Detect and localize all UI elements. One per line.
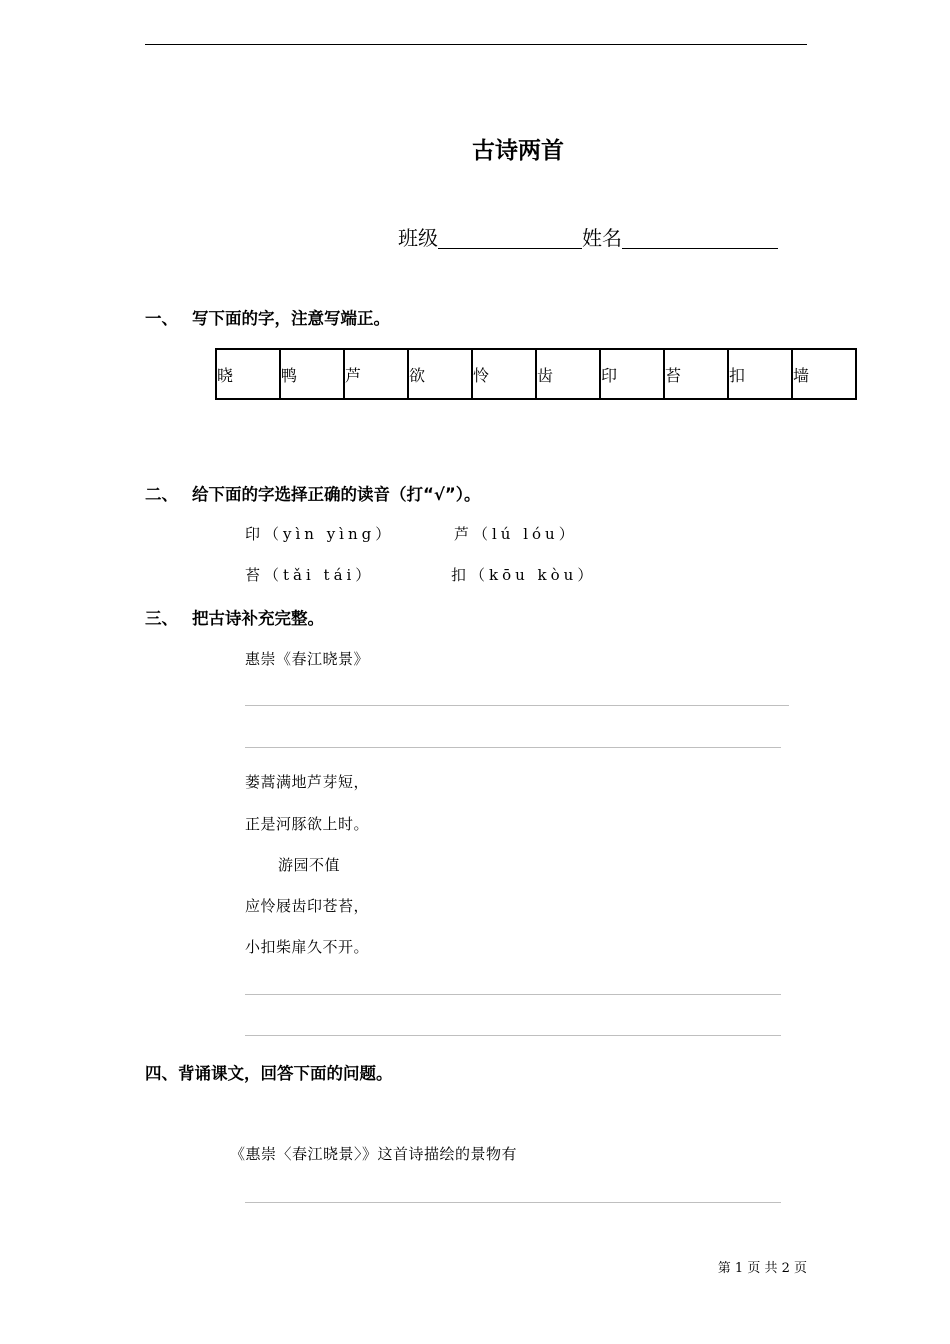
char-cell[interactable]: 墙 [792,349,856,399]
section-1-number: 一、 [145,309,178,328]
char-cell[interactable]: 晓 [216,349,280,399]
section-1-heading [145,305,390,329]
section-2-text: 给下面的字选择正确的读音（打“√”）。 [192,485,481,504]
answer-line[interactable] [245,705,789,706]
char-cell[interactable]: 印 [600,349,664,399]
pinyin-item[interactable]: 印（yìn yìng） [245,525,395,543]
pinyin-item[interactable]: 芦（lú lóu） [454,525,578,543]
answer-line[interactable] [245,1035,781,1036]
class-name-line [398,222,778,251]
char-cell[interactable]: 齿 [536,349,600,399]
poem-1-line: 正是河豚欲上时。 [245,815,370,833]
char-cell[interactable]: 扣 [728,349,792,399]
name-label: 姓名 [582,226,622,250]
char-cell[interactable]: 芦 [344,349,408,399]
section-3-text: 把古诗补充完整。 [192,609,324,628]
section-3-heading [145,605,324,629]
character-practice-table [215,348,857,400]
section-4-heading: 四、背诵课文，回答下面的问题。 [145,1064,393,1083]
poem-1-heading: 惠崇《春江晓景》 [245,650,370,668]
poem-1-line: 蒌蒿满地芦芽短， [245,773,370,791]
poem-2-line: 应怜屐齿印苍苔， [245,897,370,915]
poem-2-heading: 游园不值 [278,856,341,874]
char-cell[interactable]: 欲 [408,349,472,399]
answer-line[interactable] [245,747,781,748]
section-2-heading [145,481,480,505]
class-label: 班级 [398,226,438,250]
pinyin-item[interactable]: 扣（kōu kòu） [451,566,597,584]
class-blank[interactable] [438,226,582,249]
name-blank[interactable] [622,226,778,249]
section-2-number: 二、 [145,485,178,504]
answer-line[interactable] [245,1202,781,1203]
char-cell[interactable]: 怜 [472,349,536,399]
section-3-number: 三、 [145,609,178,628]
pinyin-item[interactable]: 苔（tǎi tái） [245,566,375,584]
section-1-text: 写下面的字，注意写端正。 [192,309,390,328]
page-title: 古诗两首 [472,138,564,164]
poem-2-line: 小扣柴扉久不开。 [245,938,370,956]
header-rule [145,44,807,45]
question-text: 《惠崇〈春江晓景〉》这首诗描绘的景物有 [230,1145,518,1163]
char-cell[interactable]: 苔 [664,349,728,399]
page-footer: 第 1 页 共 2 页 [717,1261,807,1276]
char-cell[interactable]: 鸭 [280,349,344,399]
answer-line[interactable] [245,994,781,995]
